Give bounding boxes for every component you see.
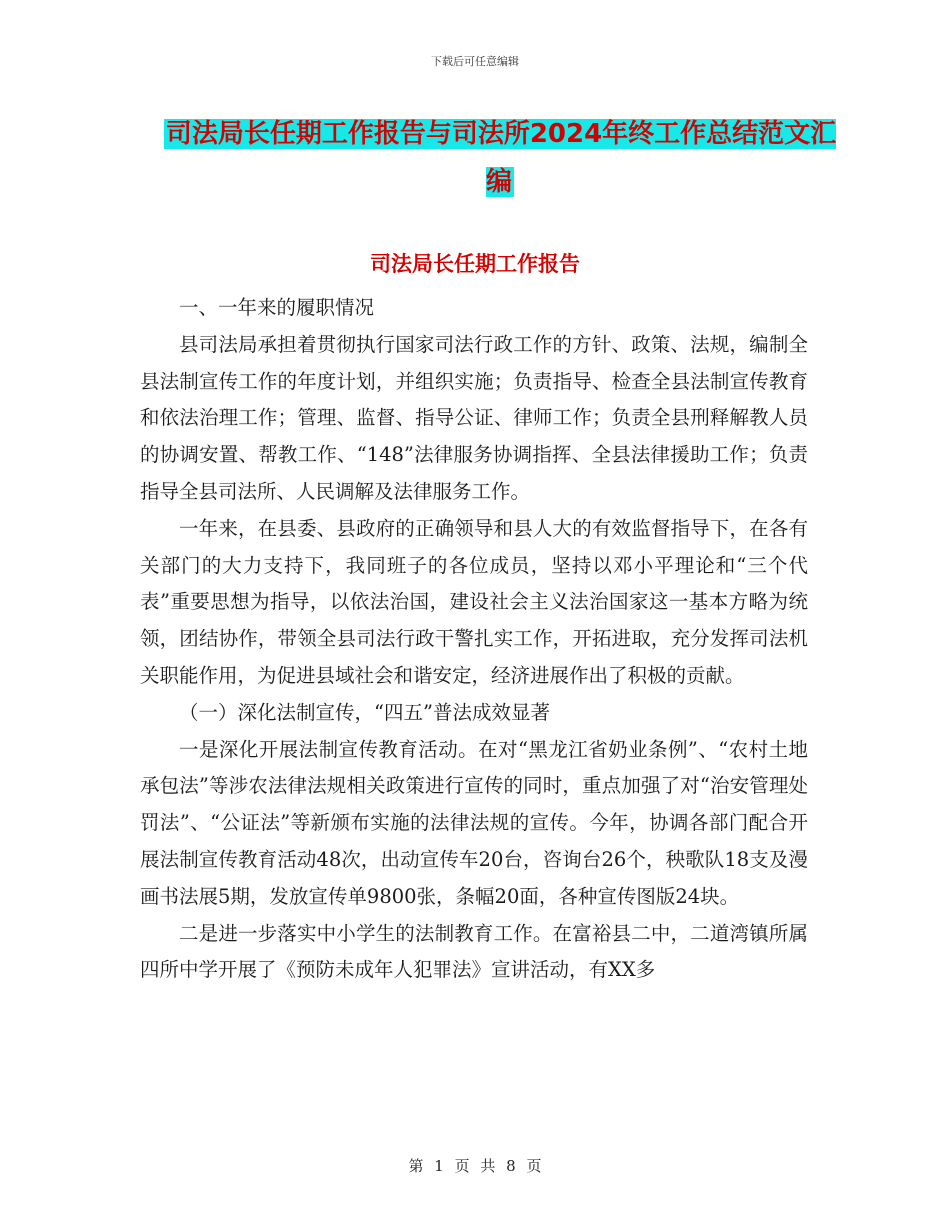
- page-footer: 第 1 页 共 8 页: [408, 1157, 542, 1175]
- paragraph: 一是深化开展法制宣传教育活动。在对“黑龙江省奶业条例”、“农村土地承包法”等涉农法律法规相关政策进行宣传的同时，重点加强了对“治安管理处罚法”、“公证法”等新颁布实施的法律法规的宣传。今年，协调各部门配合开展法制宣传教育活动48次，出动宣传车20台，咨询台26个，秧歌队18支及漫画书法展5期，发放宣传单9800张，条幅20面，各种宣传图版24块。: [140, 737, 808, 908]
- paragraph: 县司法局承担着贯彻执行国家司法行政工作的方针、政策、法规，编制全县法制宣传工作的年度计划，并组织实施；负责指导、检查全县法制宣传教育和依法治理工作；管理、监督、指导公证、律师工作；负责全县刑释解教人员的协调安置、帮教工作、“148”法律服务协调指挥、全县法律援助工作；负责指导全县司法所、人民调解及法律服务工作。: [140, 332, 808, 503]
- document-body: [140, 290, 808, 989]
- paragraph: （一）深化法制宣传，“四五”普法成效显著: [179, 700, 550, 724]
- document-title: [150, 110, 850, 206]
- header-note: 下载后可任意编辑: [431, 55, 519, 68]
- paragraph: 一、一年来的履职情况: [179, 296, 375, 319]
- paragraph: 二是进一步落实中小学生的法制教育工作。在富裕县二中，二道湾镇所属四所中学开展了《预防未成年人犯罪法》宣讲活动，有XX多: [140, 921, 808, 982]
- document-title-text: 司法局长任期工作报告与司法所2024年终工作总结范文汇编: [165, 119, 837, 197]
- paragraph: 一年来，在县委、县政府的正确领导和县人大的有效监督指导下，在各有关部门的大力支持下，我同班子的各位成员，坚持以邓小平理论和“三个代表”重要思想为指导，以依法治国，建设社会主义法治国家这一基本方略为统领，团结协作，带领全县司法行政干警扎实工作，开拓进取，充分发挥司法机关职能作用，为促进县域社会和谐安定，经济进展作出了积极的贡献。: [140, 516, 808, 687]
- section-title: 司法局长任期工作报告: [370, 252, 580, 276]
